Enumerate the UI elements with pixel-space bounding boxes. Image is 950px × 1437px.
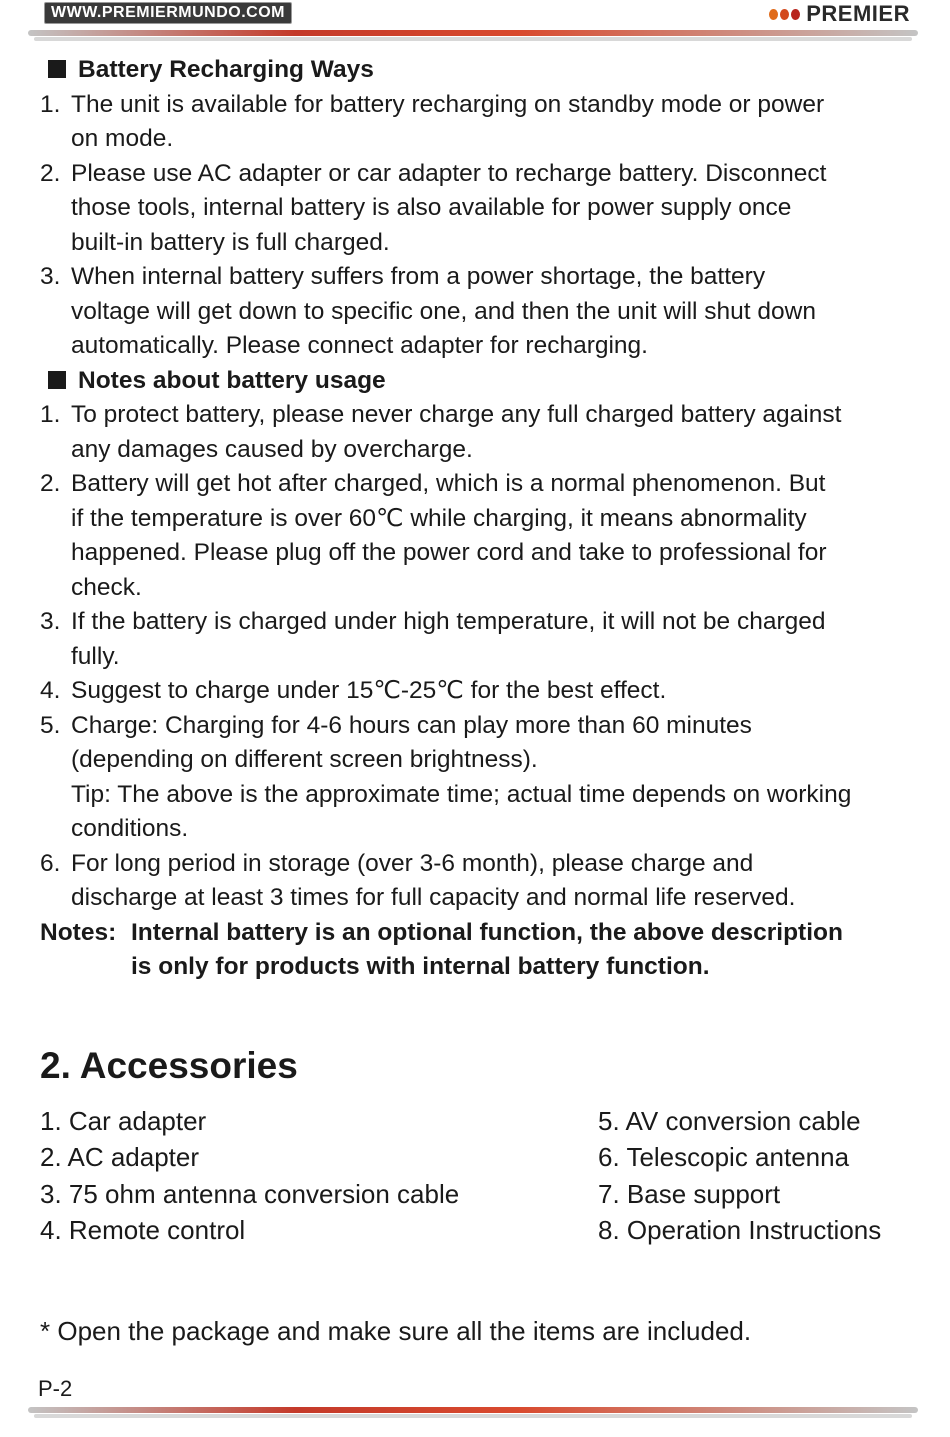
- recharge-heading: [40, 53, 930, 88]
- item-text: For long period in storage (over 3-6 month), please charge and discharge at least 3 times for full capacity and normal life reserved.: [71, 849, 796, 911]
- accessory-item: 5. AV conversion cable: [598, 1106, 861, 1136]
- page-number: P-2: [38, 1376, 73, 1401]
- bullet-square-icon: [48, 371, 66, 389]
- accessory-item: 1. Car adapter: [40, 1106, 207, 1136]
- header-rule: [28, 30, 918, 36]
- brand-dot: [791, 9, 800, 20]
- item-number: 1.: [40, 90, 61, 118]
- footer-rule: [28, 1407, 918, 1413]
- item-number: 3.: [40, 263, 61, 290]
- package-footnote: * Open the package and make sure all the items are included.: [40, 1316, 752, 1346]
- item-text: The unit is available for battery recharging on standby mode or power on mode.: [71, 90, 825, 152]
- item-number: 2.: [40, 159, 61, 187]
- accessory-item: 2. AC adapter: [40, 1142, 199, 1173]
- usage-item-3: [40, 605, 930, 674]
- usage-item-6: [40, 847, 930, 916]
- accessories-right-list: [598, 1103, 881, 1248]
- item-number: 4.: [40, 677, 61, 704]
- brand-dot: [769, 9, 778, 20]
- item-number: 1.: [40, 401, 61, 428]
- item-text: If the battery is charged under high temperature, it will not be charged fully.: [71, 608, 826, 670]
- usage-item-5: [40, 709, 930, 778]
- bullet-square-icon: [48, 60, 66, 78]
- website-url: WWW.PREMIERMUNDO.COM: [44, 2, 292, 24]
- recharge-heading-text: Battery Recharging Ways: [78, 56, 374, 83]
- notes-label: Notes:: [40, 918, 117, 946]
- item-text: Please use AC adapter or car adapter to recharge battery. Disconnect those tools, internal battery is also available for power supply once built-in battery is full charged.: [71, 159, 827, 256]
- accessories-title: 2. Accessories: [40, 1045, 298, 1086]
- accessory-item: 7. Base support: [598, 1178, 781, 1209]
- accessory-item: 8. Operation Instructions: [598, 1214, 882, 1245]
- item-text: Suggest to charge under 15℃-25℃ for the best effect.: [71, 677, 667, 704]
- usage-heading: [40, 364, 930, 399]
- item-text: Charge: Charging for 4-6 hours can play more than 60 minutes (depending on different screen brightness).: [71, 711, 752, 773]
- brand-logo: [769, 2, 910, 26]
- brand-dot: [780, 9, 789, 20]
- footer-rule-shadow: [34, 1414, 912, 1418]
- usage-item-4: [40, 674, 930, 709]
- item-number: 5.: [40, 711, 61, 739]
- battery-content: [40, 53, 930, 985]
- recharge-item-1: [40, 88, 930, 157]
- accessory-item: 3. 75 ohm antenna conversion cable: [40, 1178, 460, 1209]
- item-number: 3.: [40, 608, 61, 635]
- accessory-item: 6. Telescopic antenna: [598, 1142, 850, 1173]
- usage-heading-text: Notes about battery usage: [78, 366, 386, 394]
- usage-item-1: [40, 398, 930, 467]
- accessories-left-list: [40, 1103, 459, 1248]
- usage-item-2: [40, 467, 930, 605]
- recharge-item-2: [40, 157, 930, 261]
- item-text: Battery will get hot after charged, which is a normal phenomenon. But if the temperature is over 60℃ while charging, it means abnormality happened. Please plug off the power cord and take to professional for check.: [71, 470, 827, 601]
- item-number: 2.: [40, 470, 61, 497]
- brand-name: PREMIER: [806, 1, 910, 26]
- accessory-item: 4. Remote control: [40, 1214, 246, 1245]
- recharge-item-3: [40, 260, 930, 364]
- notes-block: [40, 916, 930, 985]
- brand-dots-icon: [769, 9, 802, 20]
- header-rule-shadow: [34, 37, 912, 41]
- item-number: 6.: [40, 849, 61, 877]
- charge-tip: Tip: The above is the approximate time; actual time depends on working conditions.: [71, 780, 852, 842]
- item-text: When internal battery suffers from a power shortage, the battery voltage will get down to specific one, and then the unit will shut down automatically. Please connect adapter for recharging.: [71, 263, 816, 359]
- notes-text: Internal battery is an optional function, the above description is only for products with internal battery function.: [131, 918, 843, 980]
- item-text: To protect battery, please never charge any full charged battery against any damages caused by overcharge.: [71, 401, 842, 463]
